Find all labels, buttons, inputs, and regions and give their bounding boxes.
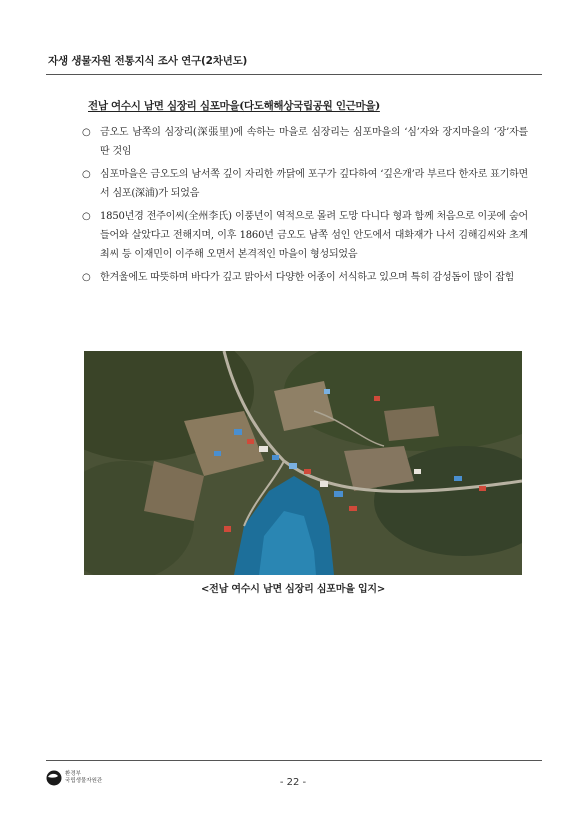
bullet-circle-icon: ○ (82, 211, 91, 222)
bullet-circle-icon: ○ (82, 127, 91, 138)
figure-caption: <전남 여수시 남면 심장리 심포마을 입지> (200, 584, 386, 595)
logo-text-ministry: 환경부 (65, 771, 81, 777)
section-title: 전남 여수시 남면 심장리 심포마을(다도해해상국립공원 인근마을) (88, 100, 380, 112)
bullet-text: 1850년경 전주이씨(全州李氏) 이풍년이 역적으로 몰려 도망 다니다 형과 함께 처음으로 이곳에 숨어 들어와 살았다고 전해지며, 이후 1860년 금오도 남쪽 섬인 안도에서 대화재가 나서 김해김씨와 초계최씨 등 이재민이 이주해 오면서 본격적인 마을이 형성되었음 (100, 211, 528, 260)
bullet-circle-icon: ○ (82, 169, 91, 180)
bullet-item (82, 123, 528, 161)
footer-divider (46, 760, 542, 761)
bullet-circle-icon: ○ (82, 272, 91, 283)
aerial-photo (84, 351, 522, 575)
bullet-list (82, 123, 528, 291)
logo-text-institute: 국립생물자원관 (65, 778, 103, 784)
bullet-text: 심포마을은 금오도의 남서쪽 깊이 자리한 까닭에 포구가 깊다하여 ‘깊은개’라 부르다 한자로 표기하면서 심포(深浦)가 되었음 (100, 169, 528, 199)
page-number: - 22 - (279, 777, 307, 788)
header-divider (46, 74, 542, 75)
bullet-item (82, 165, 528, 203)
bullet-text: 금오도 남쪽의 심장리(深張里)에 속하는 마을로 심장리는 심포마을의 ‘심’자와 장지마을의 ‘장’자를 딴 것임 (100, 127, 528, 157)
running-header: 자생 생물자원 전통지식 조사 연구(2차년도) (48, 55, 248, 67)
bullet-text: 한겨울에도 따뜻하며 바다가 깊고 맑아서 다양한 어종이 서식하고 있으며 특히 감성돔이 많이 잡힘 (100, 272, 515, 283)
bullet-item (82, 268, 528, 287)
bullet-item (82, 207, 528, 264)
aerial-photo-drawing (84, 351, 522, 575)
